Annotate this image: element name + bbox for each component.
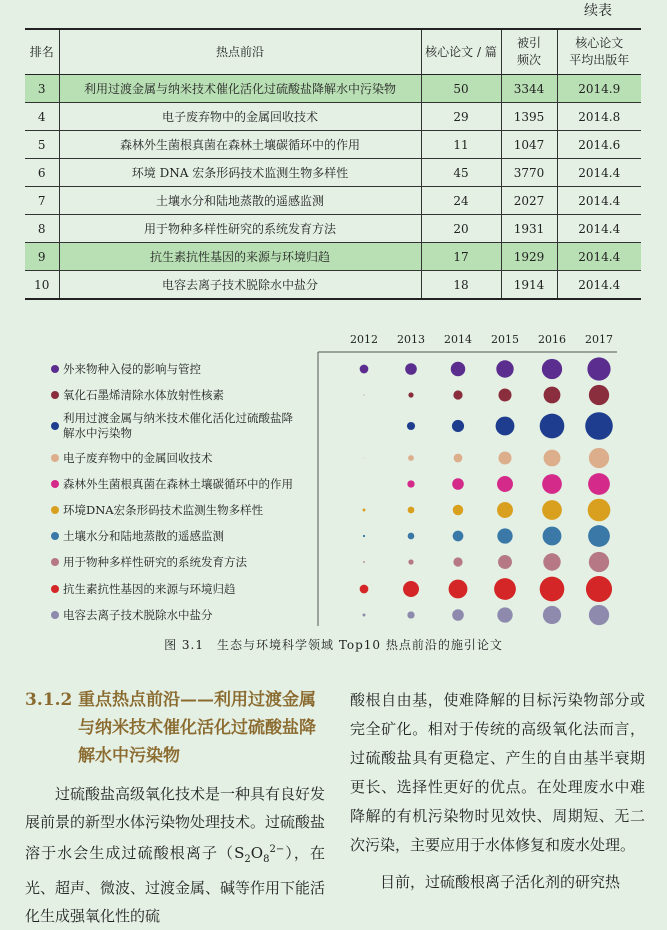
legend-label: 氧化石墨烯清除水体放射性核素 — [63, 388, 224, 402]
bubble-point — [497, 476, 513, 492]
bubble-point — [363, 561, 365, 563]
bubble-point — [408, 533, 415, 540]
cell-citations: 1914 — [501, 271, 557, 300]
legend-marker — [51, 422, 59, 430]
bubble-point — [585, 412, 613, 440]
bubble-point — [403, 581, 419, 597]
bubble-point — [543, 606, 561, 624]
legend-marker — [51, 391, 59, 399]
legend-marker — [51, 454, 59, 462]
year-tick-label: 2012 — [350, 333, 378, 346]
cell-papers: 45 — [421, 159, 501, 187]
bubble-point — [452, 478, 464, 490]
year-tick-label: 2015 — [491, 333, 519, 346]
bubble-point — [360, 585, 369, 594]
cell-topic: 电子废弃物中的金属回收技术 — [59, 103, 421, 131]
bubble-point — [494, 578, 516, 600]
bubble-point — [407, 480, 414, 487]
cell-year: 2014.9 — [557, 75, 641, 103]
legend-label: 外来物种入侵的影响与管控 — [63, 362, 201, 376]
cell-rank: 8 — [25, 215, 59, 243]
bubble-point — [408, 507, 415, 514]
bubble-point — [452, 420, 464, 432]
cell-papers: 11 — [421, 131, 501, 159]
cell-year: 2014.4 — [557, 159, 641, 187]
legend-label: 环境DNA宏条形码技术监测生物多样性 — [63, 503, 264, 517]
bubble-point — [540, 577, 565, 602]
bubble-point — [364, 458, 365, 459]
bubble-point — [363, 535, 365, 537]
table-row — [25, 187, 641, 215]
header-core-papers: 核心论文 / 篇 — [421, 29, 501, 75]
bubble-point — [588, 499, 611, 522]
legend-label: 电容去离子技术脱除水中盐分 — [63, 608, 213, 622]
bubble-point — [449, 580, 468, 599]
table-row — [25, 103, 641, 131]
bubble-point — [497, 607, 512, 622]
cell-year: 2014.4 — [557, 187, 641, 215]
bubble-point — [588, 473, 610, 495]
cell-papers: 20 — [421, 215, 501, 243]
cell-citations: 1047 — [501, 131, 557, 159]
cell-citations: 3770 — [501, 159, 557, 187]
cell-papers: 18 — [421, 271, 501, 300]
body-paragraph: 过硫酸盐高级氧化技术是一种具有良好发展前景的新型水体污染物处理技术。过硫酸盐溶于水会生成过硫酸根离子$(S_2O_8^{2-})$，在光、超声、微波、过渡金属、碱等作用下能活化生成强氧化性的硫 — [25, 785, 326, 925]
bubble-point — [407, 611, 414, 618]
body-right-column — [350, 686, 645, 897]
cell-rank: 3 — [25, 75, 59, 103]
header-citations: 被引 频次 — [501, 29, 557, 75]
bubble-point — [544, 387, 561, 404]
section-title: 重点热点前沿——利用过渡金属与纳米技术催化活化过硫酸盐降解水中污染物 — [78, 690, 316, 766]
body-paragraph: 酸根自由基，使难降解的目标污染物部分或完全矿化。相对于传统的高级氧化法而言，过硫酸盐具有更稳定、产生的自由基半衰期更长、选择性更好的优点。在处理废水中难降解的有机污染物时见效快、周期短、无二次污染，主要应用于水体修复和废水处理。 — [350, 691, 645, 854]
legend-label: 利用过渡金属与纳米技术催化活化过硫酸盐降 — [63, 411, 293, 425]
bubble-point — [586, 576, 612, 602]
figure-caption: 图 3.1 生态与环境科学领域 Top10 热点前沿的施引论文 — [164, 638, 503, 652]
bubble-point — [497, 528, 512, 543]
cell-year: 2014.4 — [557, 271, 641, 300]
bubble-point — [589, 385, 609, 405]
legend-marker — [51, 585, 59, 593]
bubble-point — [408, 455, 414, 461]
bubble-point — [589, 605, 609, 625]
bubble-point — [408, 559, 413, 564]
cell-year: 2014.4 — [557, 243, 641, 271]
bubble-point — [454, 454, 463, 463]
bubble-point — [542, 500, 562, 520]
bubble-point — [451, 362, 466, 377]
cell-rank: 10 — [25, 271, 59, 300]
legend-label: 抗生素抗性基因的来源与环境归趋 — [63, 582, 236, 596]
cell-topic: 电容去离子技术脱除水中盐分 — [59, 271, 421, 300]
cell-year: 2014.8 — [557, 103, 641, 131]
legend-marker — [51, 506, 59, 514]
bubble-point — [543, 527, 562, 546]
cell-citations: 3344 — [501, 75, 557, 103]
bubble-point — [498, 555, 512, 569]
cell-rank: 9 — [25, 243, 59, 271]
table-row — [25, 159, 641, 187]
persulfate-formula: $S_2O_8^{2-}$ — [234, 844, 285, 865]
bubble-point — [589, 448, 609, 468]
bubble-point — [540, 414, 565, 439]
bubble-point — [360, 365, 369, 374]
legend-label: 电子废弃物中的金属回收技术 — [63, 451, 213, 465]
cell-citations: 2027 — [501, 187, 557, 215]
year-tick-label: 2016 — [538, 333, 566, 346]
bubble-point — [363, 614, 366, 617]
bubble-point — [587, 357, 610, 380]
legend-marker — [51, 532, 59, 540]
cell-papers: 24 — [421, 187, 501, 215]
legend-label: 森林外生菌根真菌在森林土壤碳循环中的作用 — [63, 477, 293, 491]
cell-citations: 1395 — [501, 103, 557, 131]
cell-rank: 6 — [25, 159, 59, 187]
legend-marker — [51, 558, 59, 566]
bubble-point — [543, 553, 560, 570]
cell-topic: 森林外生菌根真菌在森林土壤碳循环中的作用 — [59, 131, 421, 159]
cell-topic: 土壤水分和陆地蒸散的遥感监测 — [59, 187, 421, 215]
legend-label: 土壤水分和陆地蒸散的遥感监测 — [63, 529, 224, 543]
legend-label: 解水中污染物 — [63, 426, 132, 440]
bubble-point — [544, 450, 561, 467]
legend-label: 用于物种多样性研究的系统发育方法 — [63, 555, 247, 569]
bubble-point — [588, 525, 610, 547]
bubble-point — [453, 390, 462, 399]
header-avg-year: 核心论文 平均出版年 — [557, 29, 641, 75]
bubble-point — [497, 502, 513, 518]
legend-marker — [51, 480, 59, 488]
year-tick-label: 2017 — [585, 333, 613, 346]
bubble-point — [496, 417, 515, 436]
header-topic: 热点前沿 — [59, 29, 421, 75]
cell-topic: 利用过渡金属与纳米技术催化活化过硫酸盐降解水中污染物 — [59, 75, 421, 103]
cell-papers: 50 — [421, 75, 501, 103]
section-number: 3.1.2 — [25, 690, 73, 710]
bubble-point — [408, 392, 413, 397]
bubble-point — [542, 474, 562, 494]
cell-topic: 抗生素抗性基因的来源与环境归趋 — [59, 243, 421, 271]
cell-topic: 环境 DNA 宏条形码技术监测生物多样性 — [59, 159, 421, 187]
bubble-point — [452, 609, 464, 621]
bubble-point — [542, 359, 562, 379]
bubble-point — [589, 552, 609, 572]
year-tick-label: 2014 — [444, 333, 472, 346]
cell-papers: 29 — [421, 103, 501, 131]
bubble-point — [496, 360, 513, 377]
bubble-point — [498, 451, 511, 464]
legend-marker — [51, 611, 59, 619]
bubble-point — [453, 505, 463, 515]
cell-year: 2014.4 — [557, 215, 641, 243]
table-row — [25, 243, 641, 271]
cell-rank: 5 — [25, 131, 59, 159]
bubble-point — [405, 363, 417, 375]
bubble-point — [453, 531, 464, 542]
cell-topic: 用于物种多样性研究的系统发育方法 — [59, 215, 421, 243]
table-header-row — [25, 29, 641, 75]
table-row — [25, 131, 641, 159]
body-left-column — [25, 780, 325, 930]
legend-marker — [51, 365, 59, 373]
cell-rank: 7 — [25, 187, 59, 215]
table-row — [25, 271, 641, 300]
header-rank: 排名 — [25, 29, 59, 75]
cell-citations: 1931 — [501, 215, 557, 243]
cell-citations: 1929 — [501, 243, 557, 271]
bubble-point — [364, 395, 365, 396]
bubble-chart — [0, 318, 667, 628]
table-row — [25, 75, 641, 103]
bubble-point — [363, 509, 366, 512]
cell-rank: 4 — [25, 103, 59, 131]
table-row — [25, 215, 641, 243]
bubble-point — [498, 388, 511, 401]
cell-papers: 17 — [421, 243, 501, 271]
hot-fronts-table — [25, 28, 641, 300]
bubble-point — [453, 557, 462, 566]
body-paragraph: 目前，过硫酸根离子活化剂的研究热 — [380, 873, 621, 891]
bubble-point — [407, 422, 415, 430]
continued-label: 续表 — [584, 3, 612, 19]
cell-year: 2014.6 — [557, 131, 641, 159]
year-tick-label: 2013 — [397, 333, 425, 346]
